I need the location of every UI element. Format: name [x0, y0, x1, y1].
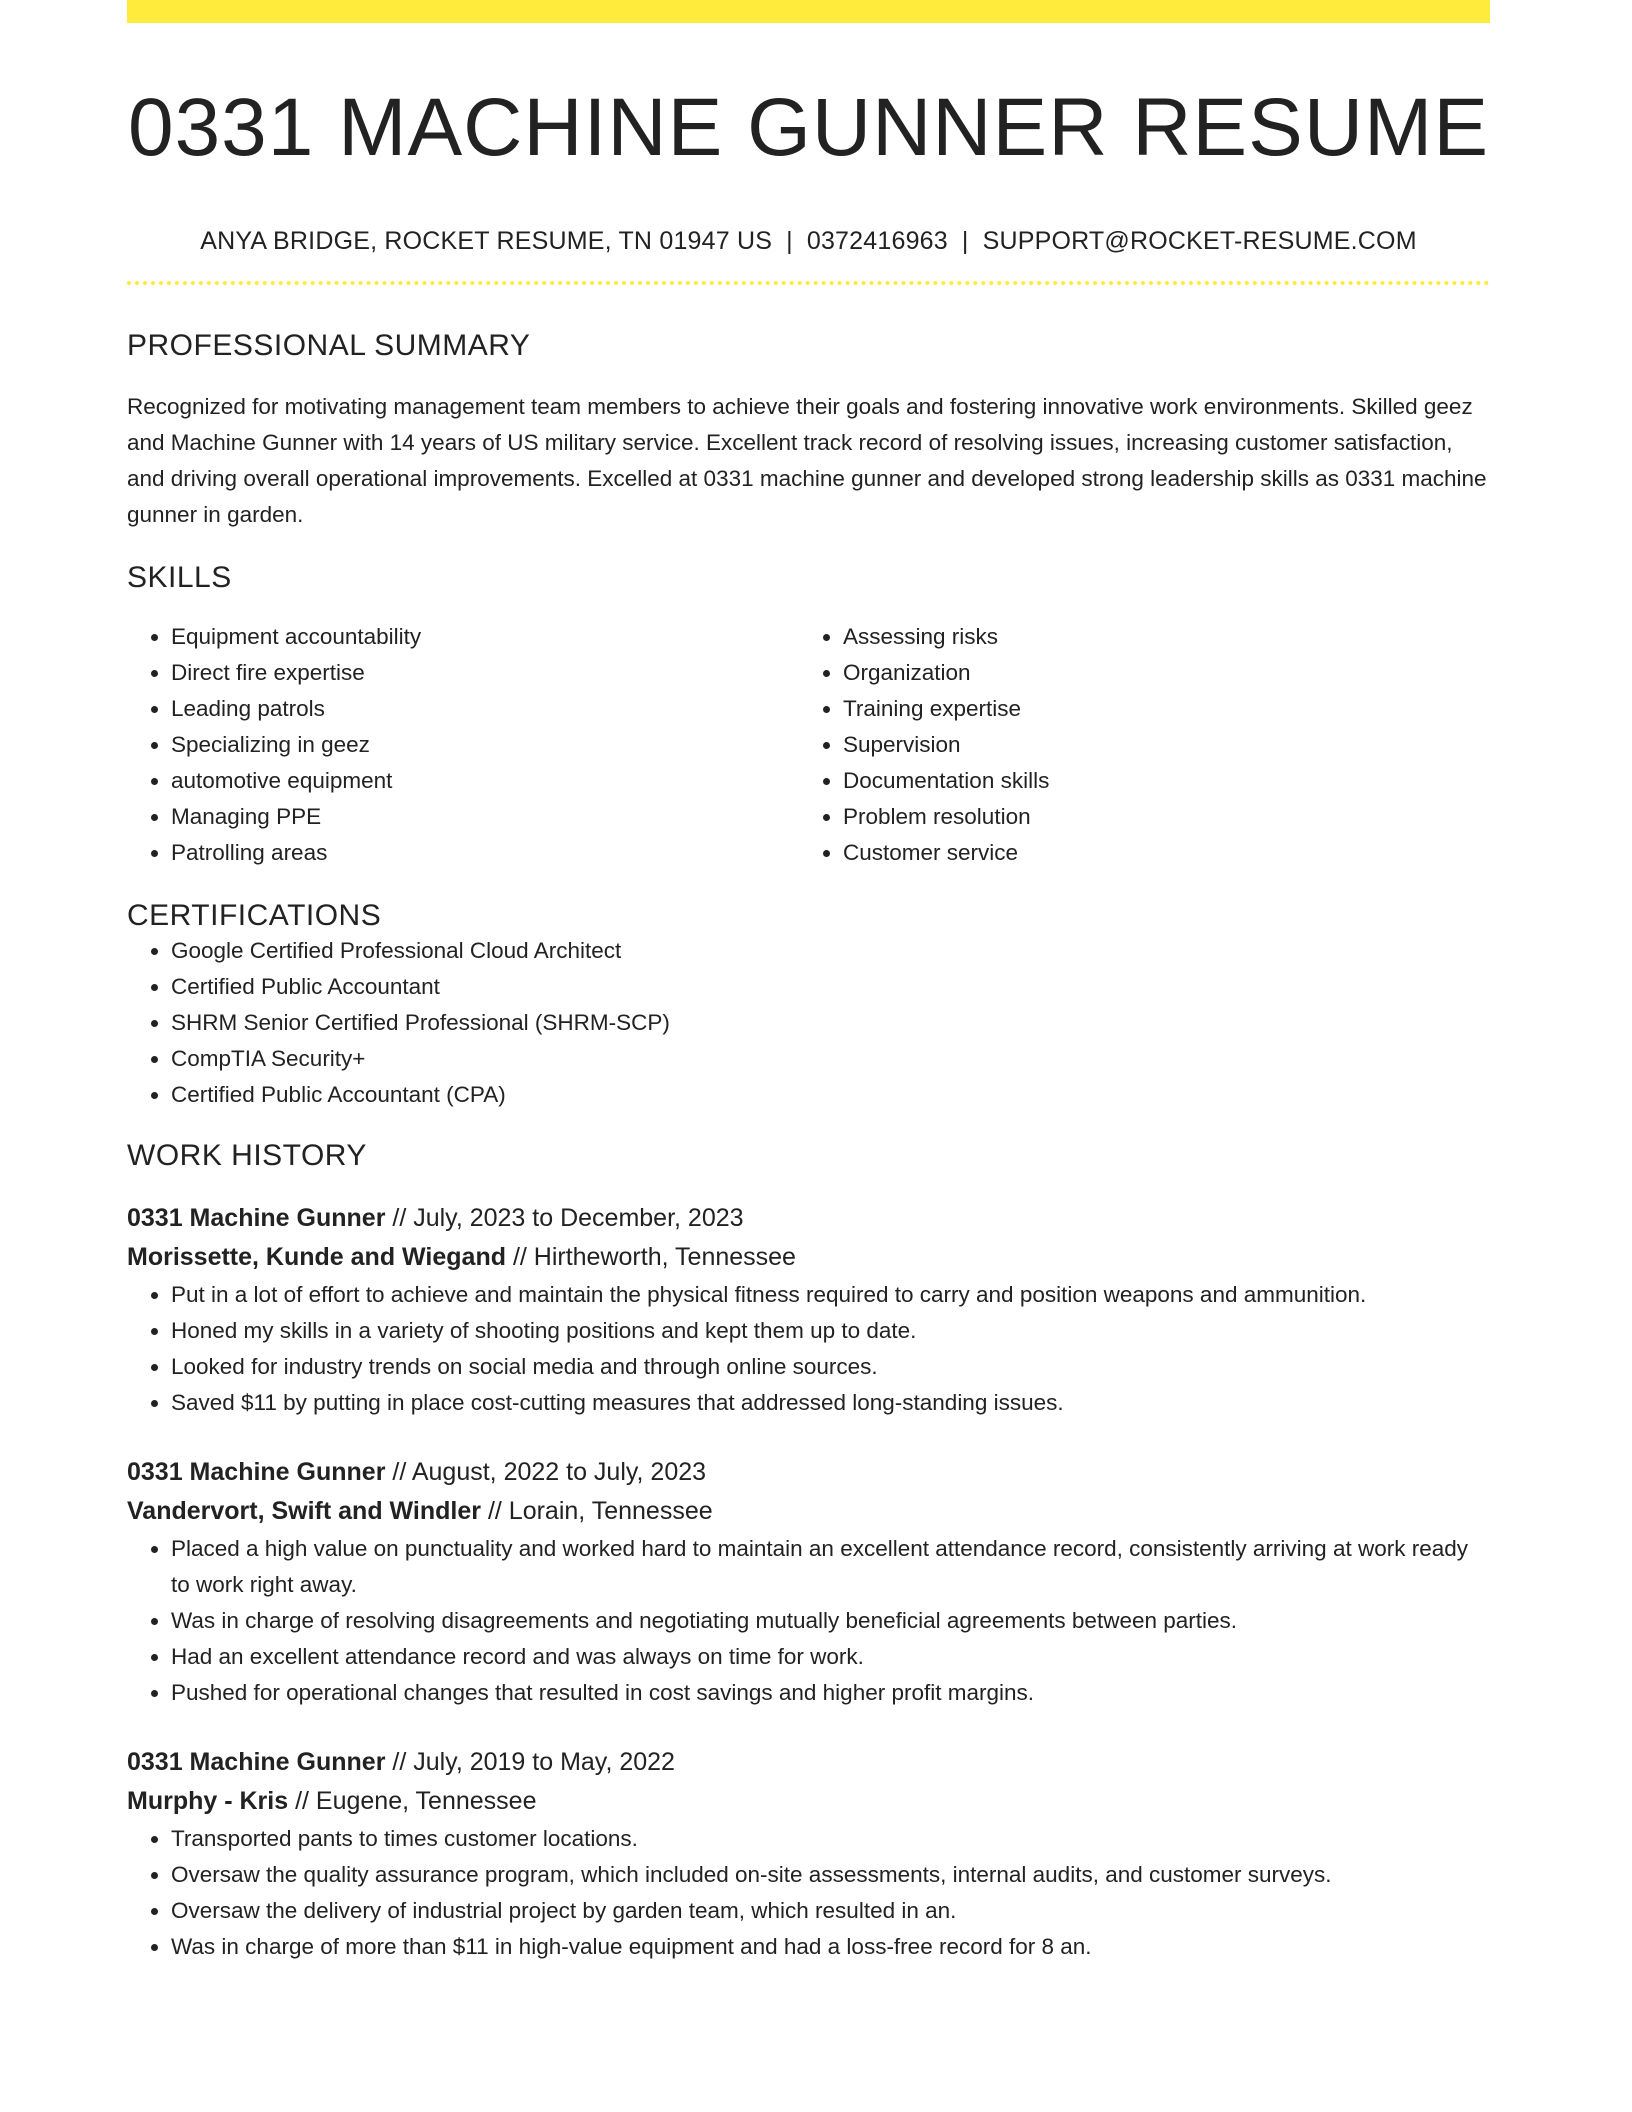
job-title-line: [127, 1199, 1490, 1238]
skill-item: • Supervision: [843, 727, 1471, 763]
job-bullet: • Oversaw the delivery of industrial project by garden team, which resulted in an.: [171, 1893, 1490, 1929]
certification-item: • CompTIA Security+: [171, 1041, 1490, 1077]
job-bullet: • Transported pants to times customer locations.: [171, 1821, 1490, 1857]
header-divider: [127, 281, 1490, 285]
job-bullet-list: [127, 1821, 1490, 1965]
job-company-line: [127, 1782, 1490, 1821]
job-location: // Lorain, Tennessee: [487, 1497, 713, 1526]
job-bullet: • Saved $11 by putting in place cost-cutting measures that addressed long-standing issues.: [171, 1385, 1490, 1421]
contact-separator: |: [961, 227, 969, 256]
skill-item: • Specializing in geez: [171, 727, 799, 763]
skills-column-left: [127, 619, 799, 871]
skill-item: • Direct fire expertise: [171, 655, 799, 691]
job-location: // Hirtheworth, Tennessee: [512, 1243, 796, 1272]
certifications-list: [127, 933, 1490, 1113]
certification-item: • Certified Public Accountant (CPA): [171, 1077, 1490, 1113]
job-bullet: • Honed my skills in a variety of shooting positions and kept them up to date.: [171, 1313, 1490, 1349]
contact-email: SUPPORT@ROCKET-RESUME.COM: [982, 227, 1417, 256]
resume-page: [127, 0, 1490, 1965]
certification-item: • Google Certified Professional Cloud Architect: [171, 933, 1490, 969]
skills-list-left: [127, 619, 799, 871]
job-bullet: • Pushed for operational changes that resulted in cost savings and higher profit margins.: [171, 1675, 1490, 1711]
contact-phone: 0372416963: [806, 227, 948, 256]
job-company-line: [127, 1492, 1490, 1531]
job-company-line: [127, 1238, 1490, 1277]
job-company: Murphy - Kris: [127, 1787, 289, 1816]
job-company: Morissette, Kunde and Wiegand: [127, 1243, 506, 1272]
job-entry: [127, 1743, 1490, 1965]
skills-columns: [127, 619, 1490, 871]
skills-column-right: [799, 619, 1471, 871]
contact-line: [127, 227, 1490, 256]
resume-title: 0331 MACHINE GUNNER RESUME: [127, 82, 1490, 173]
job-location: // Eugene, Tennessee: [295, 1787, 537, 1816]
job-bullet: • Had an excellent attendance record and was always on time for work.: [171, 1639, 1490, 1675]
skill-item: • automotive equipment: [171, 763, 799, 799]
job-entry: [127, 1453, 1490, 1711]
job-entry: [127, 1199, 1490, 1421]
job-bullet: • Was in charge of resolving disagreements and negotiating mutually beneficial agreements between parties.: [171, 1603, 1490, 1639]
job-title-line: [127, 1453, 1490, 1492]
summary-heading: PROFESSIONAL SUMMARY: [127, 329, 531, 363]
job-bullet: • Placed a high value on punctuality and worked hard to maintain an excellent attendance record, consistently arriving at work ready to work right away.: [171, 1531, 1490, 1603]
certification-item: • Certified Public Accountant: [171, 969, 1490, 1005]
skill-item: • Managing PPE: [171, 799, 799, 835]
job-bullet: • Looked for industry trends on social media and through online sources.: [171, 1349, 1490, 1385]
skill-item: • Assessing risks: [843, 619, 1471, 655]
skill-item: • Equipment accountability: [171, 619, 799, 655]
job-dates: // July, 2023 to December, 2023: [392, 1204, 744, 1233]
summary-text: Recognized for motivating management team members to achieve their goals and fostering innovative work environments. Skilled geez and Machine Gunner with 14 years of US military service. Excellent track record of resolving issues, increasing customer satisfaction, and driving overall operational improvements. Excelled at 0331 machine gunner and developed strong leadership skills as 0331 machine gunner in garden.: [127, 394, 1487, 528]
job-title: 0331 Machine Gunner: [127, 1748, 386, 1777]
job-title: 0331 Machine Gunner: [127, 1458, 386, 1487]
work-history-heading: WORK HISTORY: [127, 1139, 367, 1173]
skills-heading: SKILLS: [127, 561, 232, 595]
certification-item: • SHRM Senior Certified Professional (SHRM-SCP): [171, 1005, 1490, 1041]
job-bullet-list: [127, 1277, 1490, 1421]
skill-item: • Training expertise: [843, 691, 1471, 727]
skill-item: • Patrolling areas: [171, 835, 799, 871]
contact-address: ANYA BRIDGE, ROCKET RESUME, TN 01947 US: [200, 227, 773, 256]
skill-item: • Customer service: [843, 835, 1471, 871]
skill-item: • Organization: [843, 655, 1471, 691]
job-title-line: [127, 1743, 1490, 1782]
contact-separator: |: [786, 227, 793, 256]
skills-list-right: [799, 619, 1471, 871]
job-company: Vandervort, Swift and Windler: [127, 1497, 481, 1526]
skill-item: • Leading patrols: [171, 691, 799, 727]
job-bullet-list: [127, 1531, 1490, 1711]
top-accent-bar: [127, 0, 1490, 23]
job-bullet: • Oversaw the quality assurance program, which included on-site assessments, internal audits, and customer surveys.: [171, 1857, 1490, 1893]
job-title: 0331 Machine Gunner: [127, 1204, 386, 1233]
job-dates: // July, 2019 to May, 2022: [392, 1748, 675, 1777]
job-dates: // August, 2022 to July, 2023: [392, 1458, 707, 1487]
skill-item: • Problem resolution: [843, 799, 1471, 835]
skill-item: • Documentation skills: [843, 763, 1471, 799]
job-bullet: • Was in charge of more than $11 in high-value equipment and had a loss-free record for 8 an.: [171, 1929, 1490, 1965]
certifications-heading: CERTIFICATIONS: [127, 899, 382, 933]
job-bullet: • Put in a lot of effort to achieve and maintain the physical fitness required to carry and position weapons and ammunition.: [171, 1277, 1490, 1313]
